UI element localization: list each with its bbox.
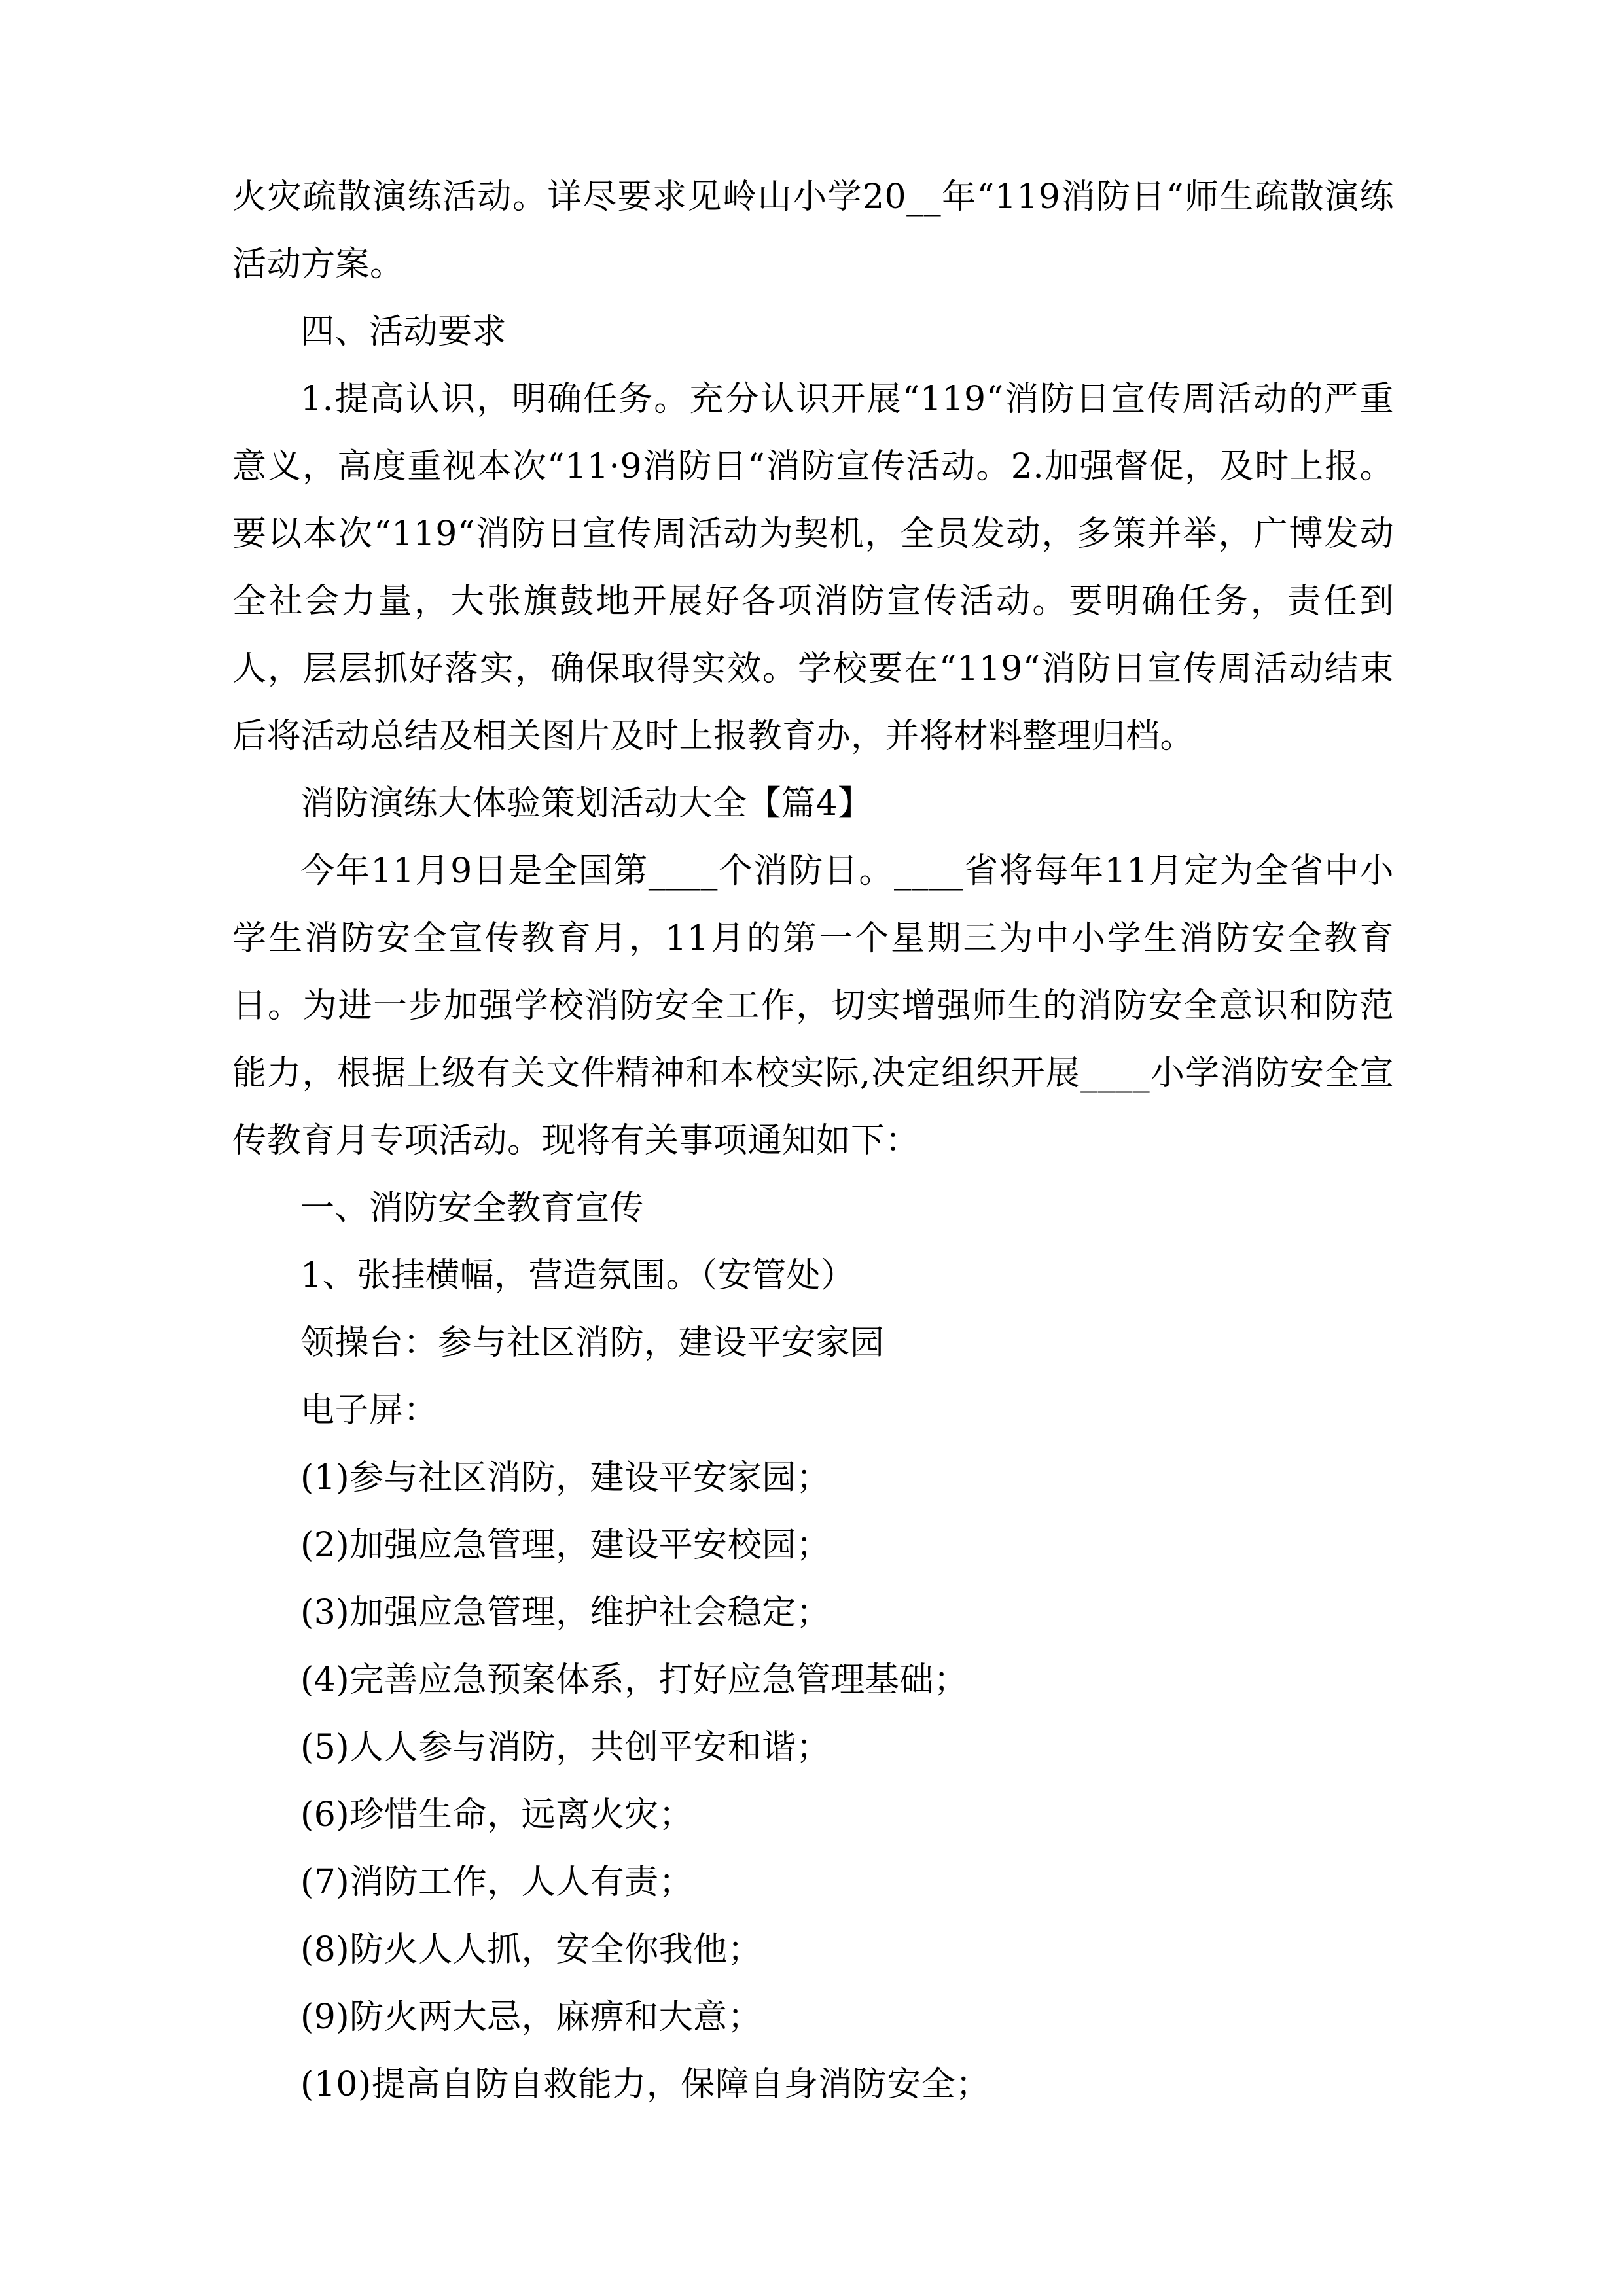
list-item-slogan-6: (6)珍惜生命，远离火灾；: [300, 1795, 694, 1835]
section-heading-fire-safety-education: 一、消防安全教育宣传: [300, 1189, 645, 1228]
section-heading-plan-4: 消防演练大体验策划活动大全【篇4】: [300, 784, 872, 823]
list-item-banner: 1、张挂横幅，营造氛围。（安管处）: [300, 1256, 855, 1295]
list-item-slogan-2: (2)加强应急管理，建设平安校园；: [300, 1526, 831, 1565]
list-item-slogan-9: (9)防火两大忌，麻痹和大意；: [300, 1998, 762, 2037]
document-body: [232, 164, 1394, 2119]
section-heading-activity-requirements: 四、活动要求: [300, 312, 507, 351]
list-item-slogan-4: (4)完善应急预案体系，打好应急管理基础；: [300, 1660, 969, 1700]
list-item-platform: 领操台：参与社区消防，建设平安家园: [300, 1323, 885, 1363]
list-item-slogan-3: (3)加强应急管理，维护社会稳定；: [300, 1593, 831, 1632]
paragraph-requirements-body: 1.提高认识，明确任务。充分认识开展“119“消防日宣传周活动的严重意义，高度重视本次“11·9消防日“消防宣传活动。2.加强督促，及时上报。要以本次“119“消防日宣传周活动为契机，全员发动，多策并举，广博发动全社会力量，大张旗鼓地开展好各项消防宣传活动。要明确任务，责任到人，层层抓好落实，确保取得实效。学校要在“119“消防日宣传周活动结束后将活动总结及相关图片及时上报教育办，并将材料整理归档。: [232, 380, 1394, 756]
paragraph-intro-notice: 今年11月9日是全国第____个消防日。____省将每年11月定为全省中小学生消防安全宣传教育月，11月的第一个星期三为中小学生消防安全教育日。为进一步加强学校消防安全工作，切实增强师生的消防安全意识和防范能力，根据上级有关文件精神和本校实际,决定组织开展____小学消防安全宣传教育月专项活动。现将有关事项通知如下：: [232, 852, 1394, 1160]
list-item-electronic-screen: 电子屏：: [300, 1391, 438, 1430]
list-item-slogan-10: (10)提高自防自救能力，保障自身消防安全；: [300, 2065, 990, 2104]
list-item-slogan-1: (1)参与社区消防，建设平安家园；: [300, 1458, 831, 1498]
paragraph-continuation: 火灾疏散演练活动。详尽要求见岭山小学20__年“119消防日“师生疏散演练活动方案。: [232, 177, 1394, 284]
list-item-slogan-5: (5)人人参与消防，共创平安和谐；: [300, 1728, 831, 1767]
list-item-slogan-7: (7)消防工作，人人有责；: [300, 1863, 694, 1902]
list-item-slogan-8: (8)防火人人抓，安全你我他；: [300, 1930, 762, 1969]
